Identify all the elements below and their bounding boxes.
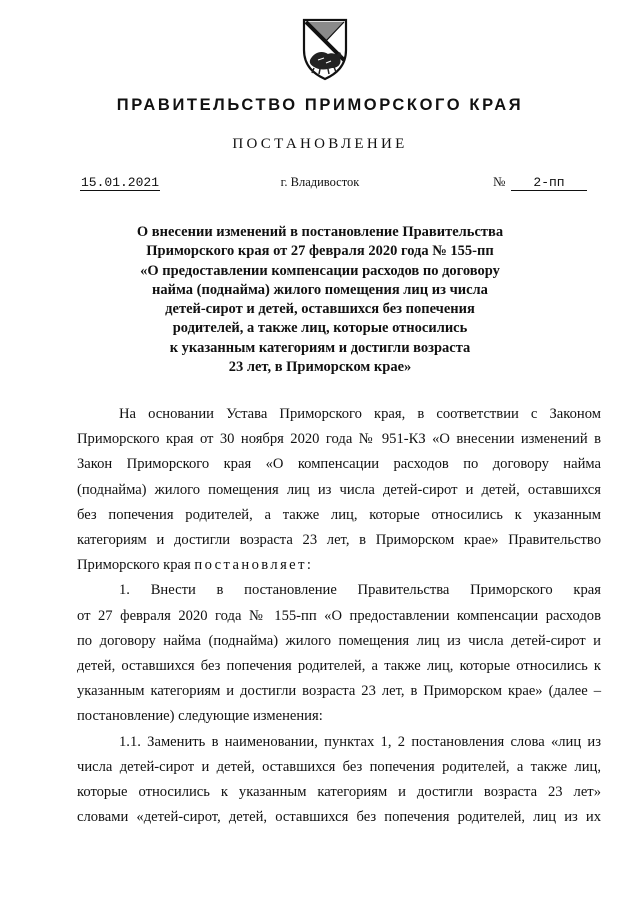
body-line: На основании Устава Приморского края, в соответствии с Законом bbox=[119, 406, 601, 422]
document-number-label: № bbox=[493, 174, 506, 189]
body-line: которые относились к указанным категориям и достигли возраста 23 лет» bbox=[77, 784, 601, 801]
body-line: (поднайма) жилого помещения лиц из числа детей-сирот и детей, оставшихся bbox=[77, 481, 601, 498]
subject-line: найма (поднайма) жилого помещения лиц из числа bbox=[152, 281, 488, 298]
government-title: ПРАВИТЕЛЬСТВО ПРИМОРСКОГО КРАЯ bbox=[116, 96, 524, 114]
body-line: от 27 февраля 2020 года № 155-пп «О предоставлении компенсации расходов bbox=[77, 607, 601, 624]
subject-line: «О предоставлении компенсации расходов по договору bbox=[140, 262, 500, 279]
subject-line: детей-сирот и детей, оставшихся без попечения bbox=[165, 301, 475, 318]
document-type: ПОСТАНОВЛЕНИЕ bbox=[232, 136, 408, 152]
subject-line: О внесении изменений в постановление Правительства bbox=[136, 224, 504, 240]
body-line-start: Приморского края bbox=[77, 557, 195, 574]
body-line: словами «детей-сирот, детей, оставшихся без попечения родителей, лиц из их bbox=[77, 809, 601, 826]
body-line: 1. Внести в постановление Правительства Приморского края bbox=[119, 582, 601, 599]
document-subject bbox=[100, 223, 540, 377]
subject-line: 23 лет, в Приморском крае» bbox=[228, 359, 412, 376]
body-line: детей, оставшихся без попечения родителей, а также лиц, которые относились к bbox=[77, 658, 601, 675]
body-line: указанным категориям и достигли возраста 23 лет, в Приморском крае» (далее – bbox=[77, 683, 601, 700]
paragraph-preamble bbox=[77, 402, 601, 578]
subject-line: родителей, а также лиц, которые относились bbox=[172, 320, 468, 337]
body-line: категориям и достигли возраста 23 лет, в Приморском крае» Правительство bbox=[77, 532, 601, 549]
body-line: 1.1. Заменить в наименовании, пунктах 1, 2 постановления слова «лиц из bbox=[119, 733, 601, 750]
body-line: Закон Приморского края «О компенсации расходов по договору найма bbox=[77, 456, 601, 473]
document-number: 2-пп bbox=[511, 175, 587, 191]
document-city: г. Владивосток bbox=[280, 175, 360, 189]
paragraph-item-1-1 bbox=[77, 730, 601, 831]
body-line-last bbox=[77, 553, 601, 578]
resolves-word: постановляет: bbox=[194, 557, 314, 574]
subject-line: Приморского края от 27 февраля 2020 года № 155-пп bbox=[146, 243, 494, 260]
body-line: Приморского края от 30 ноября 2020 года № 951-КЗ «О внесении изменений в bbox=[77, 431, 601, 448]
body-line: по договору найма (поднайма) жилого помещения лиц из числа детей-сирот и bbox=[77, 632, 601, 649]
document-date: 15.01.2021 bbox=[81, 175, 160, 190]
subject-line: к указанным категориям и достигли возраста bbox=[169, 339, 471, 356]
document-body bbox=[77, 402, 601, 830]
body-line-last: постановление) следующие изменения: bbox=[77, 708, 323, 725]
body-line: без попечения родителей, а также лиц, которые относились к указанным bbox=[77, 506, 601, 523]
paragraph-item-1 bbox=[77, 578, 601, 729]
body-line: числа детей-сирот и детей, оставшихся без попечения родителей, а также лиц, bbox=[77, 758, 601, 775]
coat-of-arms-icon bbox=[298, 16, 352, 82]
